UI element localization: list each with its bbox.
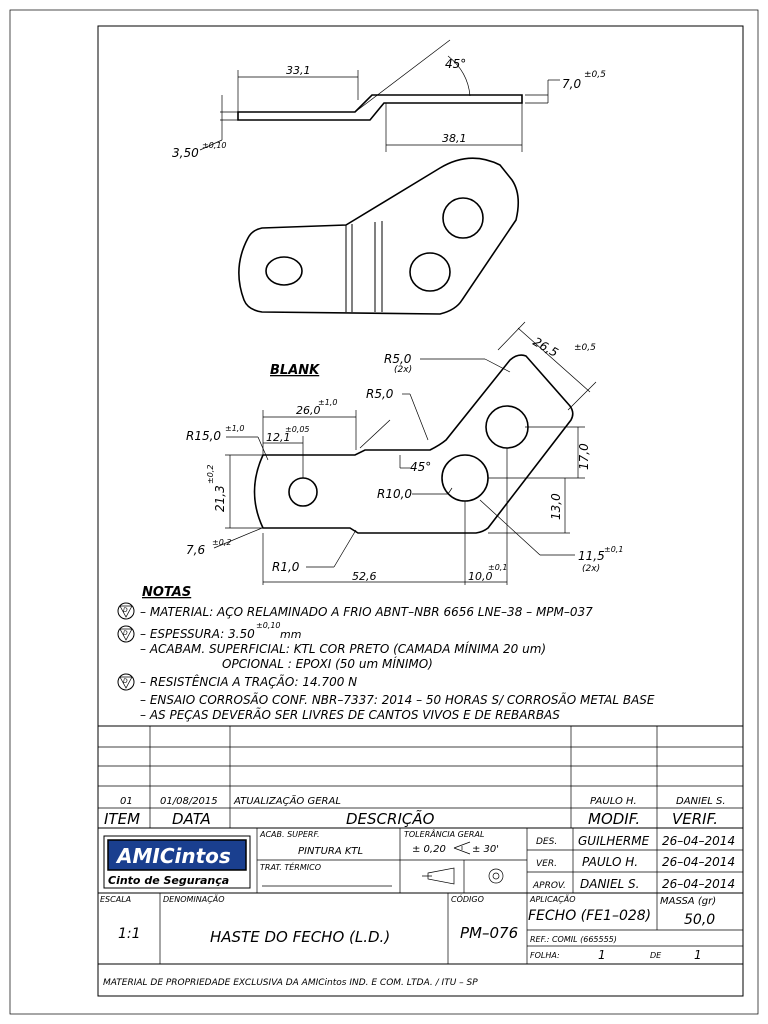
dim-26-0: 26,0 [296,404,321,417]
codigo-label: CÓDIGO [451,895,484,904]
de-label: DE [650,951,662,960]
tol-linear: ± 0,20 [412,844,446,855]
header-descricao: DESCRIÇÃO [346,810,435,828]
dim-52-6: 52,6 [352,570,377,583]
header-item: ITEM [104,810,141,828]
revision-table [98,726,743,828]
blank-view [186,322,623,585]
dim-3-50-tol: ±0,10 [202,141,227,150]
dim-11-5: 11,5 [578,549,605,563]
dim-21-3: 21,3 [213,485,227,512]
note-thickness-tol: ±0,10 [256,621,281,630]
footer-property-note: MATERIAL DE PROPRIEDADE EXCLUSIVA DA AMICintos IND. E COM. LTDA. / ITU – SP [103,978,478,988]
rev-verif: DANIEL S. [676,796,726,807]
dim-7-6-tol: ±0,2 [212,538,232,547]
codigo-value: PM–076 [460,924,519,942]
part-3d-view [239,158,518,314]
aprov-date: 26–04–2014 [662,877,736,891]
dim-11-5-tol: ±0,1 [604,545,624,554]
note-line-7: – AS PEÇAS DEVERÃO SER LIVRES DE CANTOS VIVOS E DE REBARBAS [140,708,560,722]
aplicacao-value: FECHO (FE1–028) [528,908,652,924]
acab-value: PINTURA KTL [298,846,364,857]
denominacao-value: HASTE DO FECHO (L.D.) [210,928,391,946]
dim-26-5-tol: ±0,5 [574,343,596,353]
projection-symbol-circle [489,869,503,883]
title-block [98,828,743,988]
blank-45-angle: 45° [410,460,432,474]
note-line-2: – ESPESSURA: 3.50 [140,627,255,641]
header-data: DATA [172,810,211,828]
svg-text:D: D [123,678,128,685]
ver-name: PAULO H. [582,855,639,869]
r1: R1,0 [272,560,300,574]
svg-text:D: D [123,607,128,614]
note-symbol-2 [118,626,134,642]
escala-value: 1:1 [118,926,141,942]
folha-value: 1 [598,948,606,962]
dim-11-5-sub: (2x) [582,564,601,574]
dim-45-angle: 45° [445,57,467,71]
dim-26-5: 26,5 [530,334,561,360]
aprov-label: APROV. [533,881,566,891]
notes-title: NOTAS [142,585,192,600]
ver-date: 26–04–2014 [662,855,736,869]
side-view [172,40,606,160]
dim-12-1: 12,1 [266,431,291,444]
tol-angular: ± 30' [472,844,500,855]
r10: R10,0 [377,487,413,501]
note-line-3: – ACABAM. SUPERFICIAL: KTL COR PRETO (CAMADA MÍNIMA 20 um) [140,642,547,656]
aplicacao-label: APLICAÇÃO [530,895,576,904]
notes-section [118,585,655,722]
company-logo: AMICintos [117,844,231,868]
rev-modif: PAULO H. [590,796,637,807]
dim-26-0-tol: ±1,0 [318,398,338,407]
des-name: GUILHERME [578,834,650,848]
note-line-5: – RESISTÊNCIA A TRAÇÃO: 14.700 N [140,675,358,689]
blank-title: BLANK [270,363,320,378]
ver-label: VER. [536,859,557,869]
header-modif: MODIF. [588,810,641,828]
note-line-4: OPCIONAL : EPOXI (50 um MÍNIMO) [222,657,433,671]
denominacao-label: DENOMINAÇÃO [163,895,225,904]
dim-38-1: 38,1 [442,132,467,145]
note-symbol-1 [118,603,134,619]
dim-7-0: 7,0 [562,77,582,91]
dim-7-0-tol: ±0,5 [584,70,606,80]
note-thickness-unit: mm [280,628,302,641]
svg-text:D: D [123,630,128,637]
dim-13-0: 13,0 [549,493,563,520]
ref-label: REF.: COMIL (665555) [530,935,617,944]
note-line-6: – ENSAIO CORROSÃO CONF. NBR–7337: 2014 – 50 HORAS S/ CORROSÃO METAL BASE [140,693,655,707]
trat-label: TRAT. TÉRMICO [260,863,322,872]
note-symbol-3 [118,674,134,690]
note-line-1: – MATERIAL: AÇO RELAMINADO A FRIO ABNT–NBR 6656 LNE–38 – MPM–037 [140,605,593,619]
header-verif: VERIF. [672,810,719,828]
angle-icon [454,842,470,854]
r15: R15,0 [186,429,222,443]
dim-3-50: 3,50 [172,146,199,160]
rev-date: 01/08/2015 [160,796,218,807]
dim-7-6: 7,6 [186,543,206,557]
acab-label: ACAB. SUPERF. [260,830,320,839]
massa-label: MASSA (gr) [660,896,717,907]
r5-mid: R5,0 [366,387,394,401]
tol-label: TOLERÂNCIA GERAL [404,830,485,839]
dim-17-0: 17,0 [577,443,591,470]
folha-label: FOLHA: [530,951,560,960]
rev-item: 01 [120,796,133,807]
r5-top-sub: (2x) [394,365,413,375]
de-value: 1 [694,948,702,962]
dim-12-1-tol: ±0,05 [285,425,310,434]
r15-tol: ±1,0 [225,424,245,433]
dim-21-3-tol: ±0,2 [206,464,215,484]
des-label: DES. [536,837,558,847]
dim-10-0-tol: ±0,1 [488,563,508,572]
dim-10-0: 10,0 [468,570,493,583]
massa-value: 50,0 [684,912,716,928]
rev-description: ATUALIZAÇÃO GERAL [234,796,341,807]
escala-label: ESCALA [100,895,132,904]
aprov-name: DANIEL S. [580,877,640,891]
dim-33-1: 33,1 [286,64,311,77]
company-tagline: Cinto de Segurança [108,874,230,887]
des-date: 26–04–2014 [662,834,736,848]
projection-symbol-cone [422,868,454,884]
r5-top: R5,0 [384,352,412,366]
